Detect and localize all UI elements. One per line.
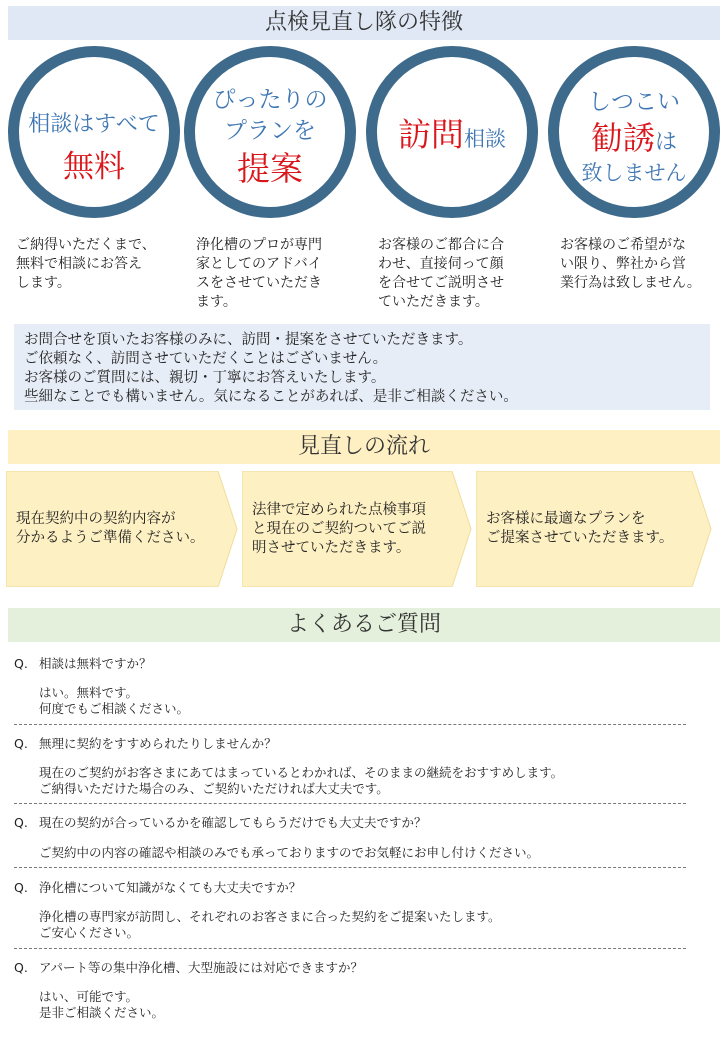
flow-step-1: 現在契約中の契約内容が 分かるようご準備ください。 [6,471,238,587]
faq-title: よくあるご質問 [8,608,720,642]
faq-divider [14,948,686,949]
feature-circle-no-pressure [548,46,720,218]
circle-highlight: 無料 [63,149,125,185]
circle-text: 相談はすべて [28,112,160,137]
circle-text: プランを [224,118,316,144]
flow-step-2: 法律で定められた点検事項 と現在のご契約ついてご説 明させていただきます。 [242,471,472,587]
circle-text: 致しません [581,161,687,185]
feature-description: お客様のご希望がな い限り、弊社から営 業行為は致しません。 [560,237,701,291]
faq-question: Q. 無理に契約をすすめられたりしませんか？ [14,736,277,751]
circle-highlight: 訪問 [398,115,464,154]
faq-question: Q. 相談は無料ですか？ [14,656,152,671]
faq-divider [14,867,686,868]
feature-description: 浄化槽のプロが専門 家としてのアドバイ スをさせていただき ます。 [196,237,322,310]
circle-text: 相談 [464,127,506,151]
flow-title: 見直しの流れ [8,430,720,464]
feature-circle-proposal [184,46,356,218]
faq-answer: ご契約中の内容の確認や相談のみでも承っておりますのでお気軽にお申し付けください。 [39,845,540,860]
feature-description: お客様のご都合に合 わせ、直接伺って顔 を合せてご説明させ ていただきます。 [378,237,504,310]
faq-answer: はい。無料です。 何度でもご相談ください。 [39,685,190,716]
circle-text: は [655,130,678,155]
faq-question: Q. 現在の契約が合っているかを確認してもらうだけでも大丈夫ですか？ [14,815,427,830]
feature-circle-visit [366,46,538,218]
circle-text: ぴったりの [212,87,328,113]
features-title: 点検見直し隊の特徴 [8,6,720,40]
flow-step-3: お客様に最適なプランを ご提案させていただきます。 [476,471,712,587]
feature-description: ご納得いただくまで、 無料で相談にお答え します。 [16,237,156,291]
faq-answer: はい、可能です。 是非ご相談ください。 [39,989,165,1020]
faq-answer: 浄化槽の専門家が訪問し、それぞれのお客さまに合った契約をご提案いたします。 ご安心ください。 [39,909,501,940]
circle-highlight: 提案 [237,149,303,188]
info-note-box: お問合せを頂いたお客様のみに、訪問・提案をさせていただきます。 ご依頼なく、訪問させていただくことはございません。 お客様のご質問には、親切・丁寧にお答えいたします。 些細なことでも構いません。気になることがあれば、是非ご相談ください。 [14,324,710,410]
circle-text: しつこい [588,89,680,115]
faq-question: Q. アパート等の集中浄化槽、大型施設には対応できますか？ [14,960,364,975]
circle-highlight: 勧誘 [590,119,655,157]
feature-circle-free [8,46,180,218]
faq-question: Q. 浄化槽について知識がなくても大丈夫ですか？ [14,880,302,895]
faq-divider [14,724,686,725]
faq-answer: 現在のご契約がお客さまにあてはまっているとわかれば、そのままの継続をおすすめします。 ご納得いただけた場合のみ、ご契約いただければ大丈夫です。 [39,765,564,796]
faq-divider [14,803,686,804]
